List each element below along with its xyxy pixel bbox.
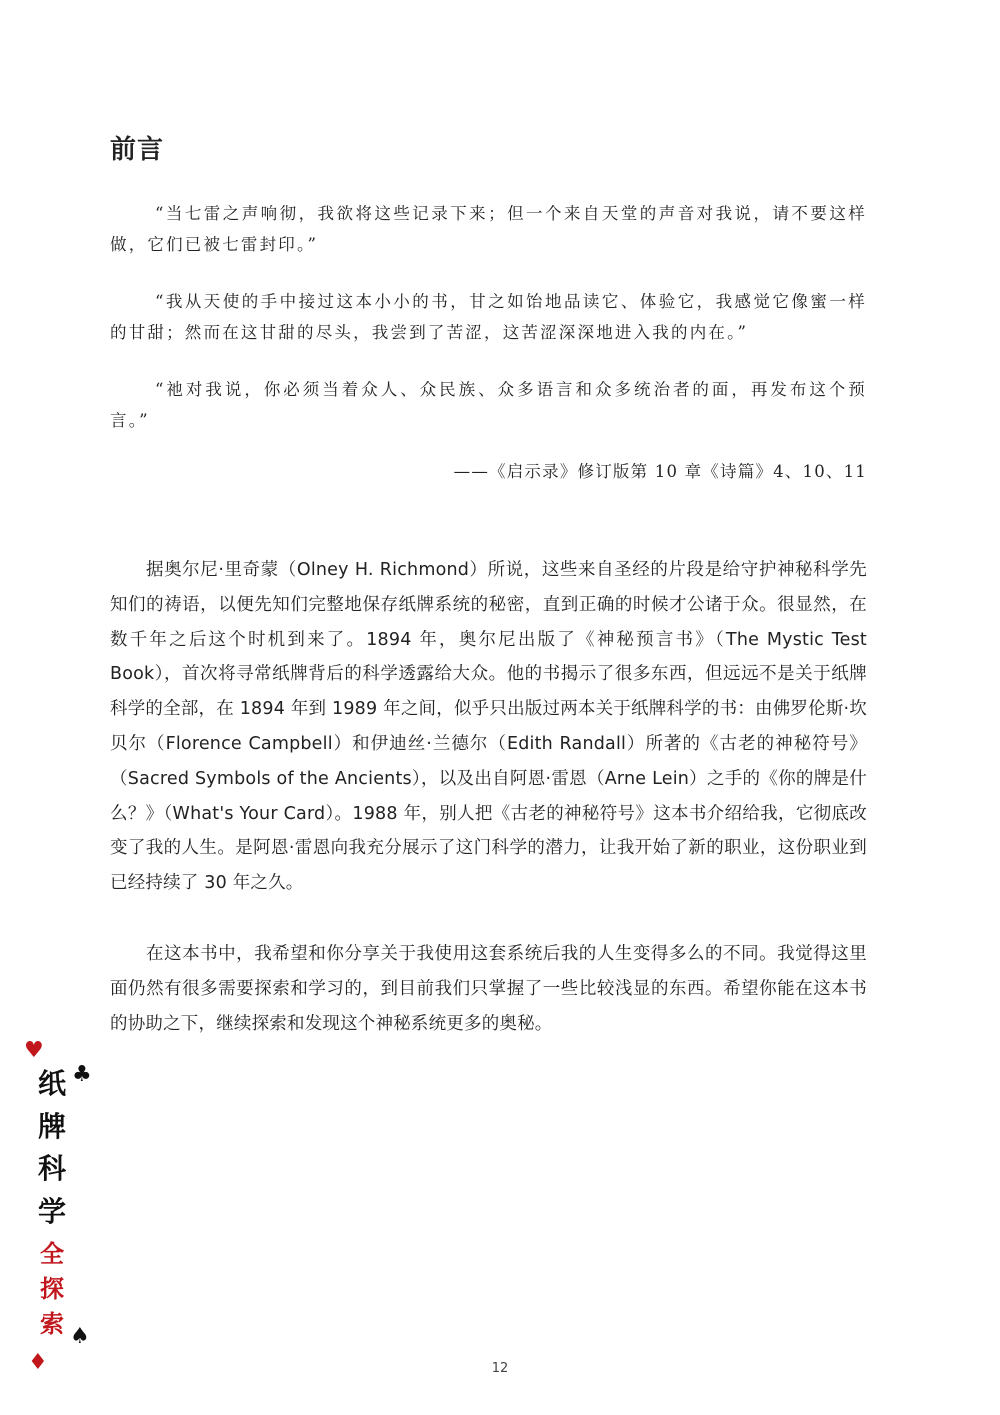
title-char-2: 牌: [37, 1110, 66, 1143]
title-char-3: 科: [37, 1152, 66, 1185]
epigraph-quote-1: “当七雷之声响彻，我欲将这些记录下来；但一个来自天堂的声音对我说，请不要这样做，它们已被七雷封印。”: [110, 204, 867, 254]
book-title-decoration: [22, 1040, 102, 1380]
body-paragraph-2: 在这本书中，我希望和你分享关于我使用这套系统后我的人生变得多么的不同。我觉得这里面仍然有很多需要探索和学习的，到目前我们只掌握了一些比较浅显的东西。希望你能在这本书的协助之下，继续探索和发现这个神秘系统更多的奥秘。: [110, 944, 867, 1034]
title-char-1: 纸: [37, 1067, 66, 1100]
diamond-icon: ♦: [28, 1350, 48, 1375]
title-char-4: 学: [37, 1195, 66, 1228]
club-icon: ♣: [72, 1062, 92, 1087]
heart-icon: ♥: [24, 1038, 44, 1063]
epigraph-quote-3: “祂对我说，你必须当着众人、众民族、众多语言和众多统治者的面，再发布这个预言。”: [110, 380, 867, 430]
page-title: 前言: [110, 135, 165, 166]
body-paragraph-1: 据奥尔尼·里奇蒙（Olney H. Richmond）所说，这些来自圣经的片段是给守护神秘科学先知们的祷语，以便先知们完整地保存纸牌系统的秘密，直到正确的时候才公诸于众。很显然，在数千年之后这个时机到来了。1894 年，奥尔尼出版了《神秘预言书》（The Mystic Test Book），首次将寻常纸牌背后的科学透露给大众。他的书揭示了很多东西，但远远不是关于纸牌科学的全部，在 1894 年到 1989 年之间，似乎只出版过两本关于纸牌科学的书：由佛罗伦斯·坎贝尔（Florence Campbell）和伊迪丝·兰德尔（Edith Randall）所著的《古老的神秘符号》（Sacred Symbols of the Ancients），以及出自阿恩·雷恩（Arne Lein）之手的《你的牌是什么？》（What's Your Card）。1988 年，别人把《古老的神秘符号》这本书介绍给我，它彻底改变了我的人生。是阿恩·雷恩向我充分展示了这门科学的潜力，让我开始了新的职业，这份职业到已经持续了 30 年之久。: [110, 560, 867, 894]
subtitle-char-3: 索: [40, 1309, 64, 1338]
subtitle-char-2: 探: [40, 1274, 64, 1303]
epigraph-attribution: ——《启示录》修订版第 10 章《诗篇》4、10、11: [453, 462, 867, 481]
subtitle-char-1: 全: [40, 1239, 64, 1268]
page-number: 12: [491, 1361, 509, 1376]
epigraph-quote-2: “我从天使的手中接过这本小小的书，甘之如饴地品读它、体验它，我感觉它像蜜一样的甘甜；然而在这甘甜的尽头，我尝到了苦涩，这苦涩深深地进入我的内在。”: [110, 292, 867, 342]
spade-icon: ♠: [70, 1324, 90, 1349]
